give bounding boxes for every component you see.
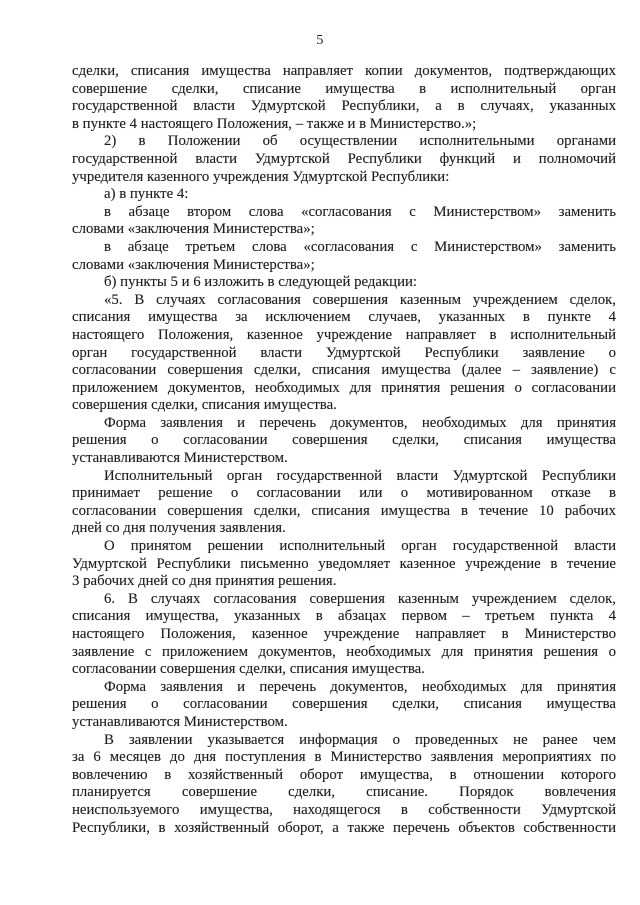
text-line: а) в пункте 4: — [104, 186, 189, 203]
text-line: планируется совершение сделки, списание. Порядок вовлечения — [72, 784, 616, 801]
text-line: «5. В случаях согласования совершения казенным учреждением сделок, — [104, 291, 616, 308]
text-line: Форма заявления и перечень документов, необходимых для принятия — [104, 678, 616, 695]
text-line: устанавливаются Министерством. — [72, 713, 288, 730]
text-line: совершение сделки, списание имущества в исполнительный орган — [72, 80, 616, 97]
page-number: 5 — [316, 33, 324, 48]
text-line: сделки, списания имущества направляет копии документов, подтверждающих — [72, 63, 616, 79]
text-line: 2) в Положении об осуществлении исполнительными органами — [104, 133, 616, 150]
text-line: неиспользуемого имущества, находящегося в собственности Удмуртской — [72, 801, 616, 818]
text-line: 6. В случаях согласования совершения казенным учреждением сделок, — [104, 590, 616, 607]
text-line: согласовании совершения сделки, списания имущества. — [72, 661, 425, 678]
text-line: государственной власти Удмуртской Республики функций и полномочий — [72, 150, 616, 167]
text-line: вовлечению в хозяйственный оборот имущества, в отношении которого — [72, 766, 616, 783]
text-line: решения о согласовании совершения сделки, списания имущества — [72, 432, 616, 449]
text-line: Исполнительный орган государственной власти Удмуртской Республики — [104, 467, 616, 484]
text-line: списания имущества за исключением случаев, указанных в пункте 4 — [72, 309, 616, 326]
text-line: за 6 месяцев до дня поступления в Министерство заявления мероприятиях по — [72, 749, 616, 766]
text-line: Удмуртской Республики письменно уведомляет казенное учреждение в течение — [72, 555, 616, 572]
text-line: 3 рабочих дней со дня принятия решения. — [72, 573, 337, 590]
text-line: словами «заключения Министерства»; — [72, 256, 315, 273]
text-line: согласовании совершения сделки, списания имущества в течение 10 рабочих — [72, 502, 616, 519]
text-line: принимает решение о согласовании или о мотивированном отказе в — [72, 485, 616, 502]
text-line: списания имущества, указанных в абзацах первом – третьем пункта 4 — [72, 608, 616, 625]
text-line: заявление с приложением документов, необходимых для принятия решения о — [72, 643, 616, 660]
text-line: приложением документов, необходимых для принятия решения о согласовании — [72, 379, 616, 396]
text-line: в пункте 4 настоящего Положения, – также и в Министерство.»; — [72, 115, 477, 132]
text-line: устанавливаются Министерством. — [72, 450, 288, 467]
text-line: в абзаце втором слова «согласования с Министерством» заменить — [104, 203, 616, 220]
text-line: Форма заявления и перечень документов, необходимых для принятия — [104, 414, 616, 431]
text-line: настоящего Положения, казенное учреждение направляет в Министерство — [72, 626, 616, 642]
text-line: в абзаце третьем слова «согласования с Министерством» заменить — [104, 238, 616, 255]
text-line: учредителя казенного учреждения Удмуртской Республики: — [72, 168, 450, 185]
text-line: решения о согласовании совершения сделки, списания имущества — [72, 696, 616, 713]
text-line: орган государственной власти Удмуртской Республики заявление о — [72, 344, 616, 361]
text-line: государственной власти Удмуртской Республики, а в случаях, указанных — [72, 98, 616, 115]
text-line: совершения сделки, списания имущества. — [72, 397, 337, 414]
text-line: словами «заключения Министерства»; — [72, 221, 315, 238]
text-line: настоящего Положения, казенное учреждение направляет в исполнительный — [72, 326, 616, 343]
text-line: Республики, в хозяйственный оборот, а также перечень объектов собственности — [72, 819, 616, 836]
text-line: дней со дня получения заявления. — [72, 520, 286, 537]
text-line: В заявлении указывается информация о проведенных не ранее чем — [104, 731, 616, 748]
text-line: согласовании совершения сделки, списания имущества (далее – заявление) с — [72, 362, 616, 379]
text-line: б) пункты 5 и 6 изложить в следующей редакции: — [104, 274, 418, 291]
text-line: О принятом решении исполнительный орган государственной власти — [104, 538, 616, 555]
document-body — [72, 63, 616, 837]
